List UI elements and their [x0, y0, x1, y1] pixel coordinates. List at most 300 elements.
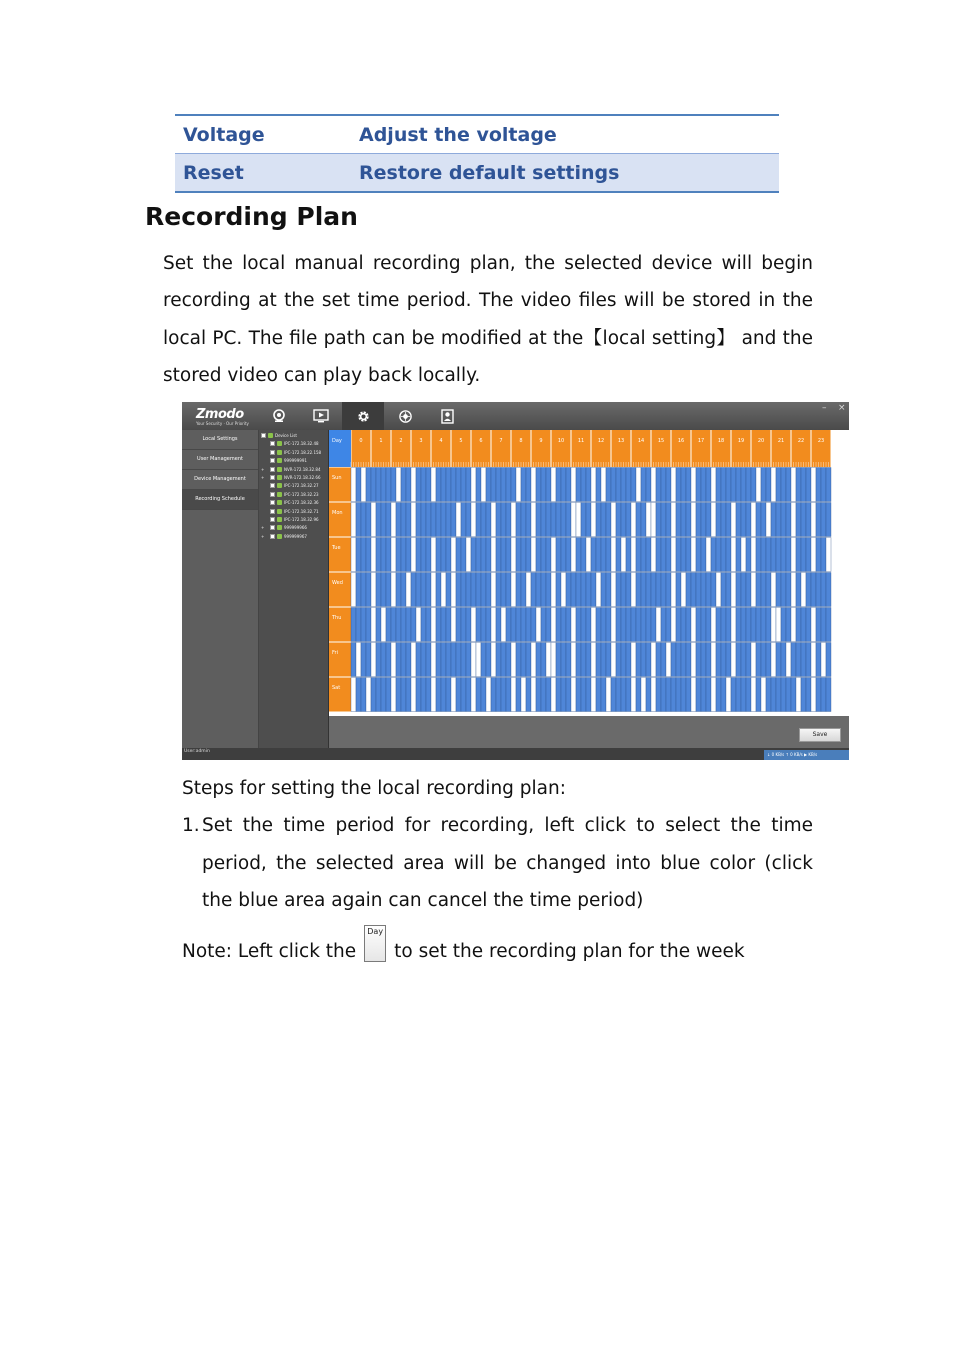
schedule-cell[interactable]	[541, 503, 546, 537]
schedule-cell[interactable]	[786, 608, 791, 642]
schedule-cell[interactable]	[696, 678, 701, 712]
schedule-cell[interactable]	[356, 538, 361, 572]
schedule-cell[interactable]	[671, 608, 676, 642]
schedule-cell[interactable]	[806, 503, 811, 537]
schedule-cell[interactable]	[776, 608, 781, 642]
schedule-cell[interactable]	[771, 608, 776, 642]
schedule-cell[interactable]	[461, 538, 466, 572]
schedule-cell[interactable]	[801, 678, 806, 712]
schedule-cell[interactable]	[386, 643, 391, 677]
schedule-cell[interactable]	[641, 468, 646, 502]
schedule-cell[interactable]	[621, 608, 626, 642]
schedule-cell[interactable]	[561, 643, 566, 677]
schedule-cell[interactable]	[796, 538, 801, 572]
schedule-cell[interactable]	[786, 538, 791, 572]
schedule-cell[interactable]	[801, 468, 806, 502]
schedule-cell[interactable]	[621, 538, 626, 572]
schedule-cell[interactable]	[486, 468, 491, 502]
schedule-cell[interactable]	[791, 643, 796, 677]
schedule-cell[interactable]	[401, 468, 406, 502]
schedule-cell[interactable]	[501, 608, 506, 642]
schedule-cell[interactable]	[566, 608, 571, 642]
schedule-cell[interactable]	[681, 468, 686, 502]
schedule-cell[interactable]	[771, 468, 776, 502]
schedule-cell[interactable]	[716, 643, 721, 677]
schedule-cell[interactable]	[796, 573, 801, 607]
schedule-cell[interactable]	[506, 643, 511, 677]
schedule-cell[interactable]	[801, 538, 806, 572]
schedule-cell[interactable]	[701, 608, 706, 642]
schedule-cell[interactable]	[631, 503, 636, 537]
schedule-cell[interactable]	[446, 608, 451, 642]
schedule-cell[interactable]	[646, 643, 651, 677]
schedule-cell[interactable]	[731, 573, 736, 607]
schedule-cell[interactable]	[376, 538, 381, 572]
schedule-cell[interactable]	[671, 503, 676, 537]
schedule-cell[interactable]	[726, 678, 731, 712]
schedule-cell[interactable]	[446, 468, 451, 502]
schedule-cell[interactable]	[626, 608, 631, 642]
schedule-cell[interactable]	[631, 538, 636, 572]
close-button[interactable]: ×	[838, 403, 846, 413]
schedule-cell[interactable]	[381, 503, 386, 537]
schedule-cell[interactable]	[401, 678, 406, 712]
schedule-cell[interactable]	[356, 608, 361, 642]
schedule-cell[interactable]	[506, 538, 511, 572]
schedule-cell[interactable]	[551, 678, 556, 712]
schedule-cell[interactable]	[706, 573, 711, 607]
schedule-cell[interactable]	[666, 468, 671, 502]
schedule-cell[interactable]	[596, 538, 601, 572]
schedule-cell[interactable]	[681, 573, 686, 607]
schedule-cell[interactable]	[546, 538, 551, 572]
schedule-cell[interactable]	[561, 503, 566, 537]
schedule-cell[interactable]	[766, 538, 771, 572]
schedule-cell[interactable]	[741, 573, 746, 607]
hour-header-cell[interactable]	[632, 430, 651, 467]
schedule-cell[interactable]	[791, 608, 796, 642]
schedule-cell[interactable]	[671, 468, 676, 502]
schedule-cell[interactable]	[726, 503, 731, 537]
schedule-cell[interactable]	[786, 468, 791, 502]
schedule-cell[interactable]	[446, 678, 451, 712]
schedule-cell[interactable]	[716, 678, 721, 712]
schedule-cell[interactable]	[381, 608, 386, 642]
schedule-cell[interactable]	[636, 538, 641, 572]
schedule-cell[interactable]	[411, 678, 416, 712]
schedule-cell[interactable]	[361, 503, 366, 537]
schedule-cell[interactable]	[711, 503, 716, 537]
schedule-cell[interactable]	[471, 503, 476, 537]
schedule-cell[interactable]	[551, 468, 556, 502]
device-tree-item[interactable]	[259, 466, 328, 474]
schedule-cell[interactable]	[701, 503, 706, 537]
schedule-cell[interactable]	[676, 573, 681, 607]
schedule-cell[interactable]	[646, 608, 651, 642]
schedule-cell[interactable]	[636, 468, 641, 502]
device-tree-item[interactable]	[259, 524, 328, 532]
schedule-cell[interactable]	[561, 468, 566, 502]
schedule-cell[interactable]	[751, 643, 756, 677]
schedule-cell[interactable]	[681, 608, 686, 642]
schedule-cell[interactable]	[531, 538, 536, 572]
schedule-cell[interactable]	[816, 643, 821, 677]
schedule-cell[interactable]	[481, 643, 486, 677]
schedule-cell[interactable]	[721, 678, 726, 712]
schedule-cell[interactable]	[576, 468, 581, 502]
schedule-cell[interactable]	[431, 678, 436, 712]
schedule-cell[interactable]	[361, 573, 366, 607]
schedule-cell[interactable]	[766, 573, 771, 607]
schedule-cell[interactable]	[361, 678, 366, 712]
schedule-cell[interactable]	[426, 573, 431, 607]
schedule-cell[interactable]	[391, 678, 396, 712]
schedule-cell[interactable]	[381, 573, 386, 607]
schedule-cell[interactable]	[466, 468, 471, 502]
schedule-cell[interactable]	[516, 678, 521, 712]
schedule-cell[interactable]	[416, 573, 421, 607]
schedule-cell[interactable]	[611, 643, 616, 677]
schedule-cell[interactable]	[436, 538, 441, 572]
schedule-cell[interactable]	[826, 678, 831, 712]
schedule-cell[interactable]	[786, 678, 791, 712]
schedule-cell[interactable]	[371, 643, 376, 677]
schedule-cell[interactable]	[671, 573, 676, 607]
schedule-cell[interactable]	[416, 503, 421, 537]
schedule-cell[interactable]	[406, 643, 411, 677]
schedule-cell[interactable]	[756, 573, 761, 607]
schedule-cell[interactable]	[811, 468, 816, 502]
hour-header-cell[interactable]	[572, 430, 591, 467]
schedule-cell[interactable]	[781, 643, 786, 677]
schedule-cell[interactable]	[811, 538, 816, 572]
schedule-cell[interactable]	[461, 678, 466, 712]
schedule-cell[interactable]	[796, 678, 801, 712]
schedule-cell[interactable]	[651, 643, 656, 677]
schedule-cell[interactable]	[606, 538, 611, 572]
expand-icon[interactable]: +	[261, 474, 265, 480]
schedule-cell[interactable]	[821, 643, 826, 677]
schedule-cell[interactable]	[376, 503, 381, 537]
schedule-cell[interactable]	[816, 538, 821, 572]
hour-header-cell[interactable]	[592, 430, 611, 467]
schedule-cell[interactable]	[721, 573, 726, 607]
schedule-cell[interactable]	[716, 468, 721, 502]
hour-header-cell[interactable]	[412, 430, 431, 467]
day-row-header[interactable]	[329, 503, 351, 537]
schedule-cell[interactable]	[816, 468, 821, 502]
schedule-cell[interactable]	[791, 503, 796, 537]
schedule-cell[interactable]	[681, 503, 686, 537]
schedule-cell[interactable]	[466, 538, 471, 572]
schedule-cell[interactable]	[401, 538, 406, 572]
schedule-cell[interactable]	[546, 608, 551, 642]
schedule-cell[interactable]	[426, 468, 431, 502]
schedule-cell[interactable]	[626, 503, 631, 537]
schedule-cell[interactable]	[396, 608, 401, 642]
schedule-cell[interactable]	[571, 468, 576, 502]
schedule-cell[interactable]	[461, 468, 466, 502]
schedule-cell[interactable]	[381, 538, 386, 572]
schedule-cell[interactable]	[416, 468, 421, 502]
schedule-cell[interactable]	[631, 573, 636, 607]
schedule-cell[interactable]	[581, 643, 586, 677]
schedule-cell[interactable]	[396, 678, 401, 712]
schedule-cell[interactable]	[656, 678, 661, 712]
schedule-cell[interactable]	[491, 608, 496, 642]
schedule-cell[interactable]	[591, 573, 596, 607]
schedule-cell[interactable]	[396, 538, 401, 572]
schedule-cell[interactable]	[746, 503, 751, 537]
schedule-cell[interactable]	[586, 468, 591, 502]
schedule-cell[interactable]	[541, 643, 546, 677]
schedule-cell[interactable]	[641, 538, 646, 572]
schedule-cell[interactable]	[516, 573, 521, 607]
schedule-cell[interactable]	[441, 608, 446, 642]
schedule-cell[interactable]	[826, 573, 831, 607]
schedule-cell[interactable]	[646, 678, 651, 712]
schedule-cell[interactable]	[821, 678, 826, 712]
device-checkbox[interactable]	[270, 458, 275, 463]
schedule-cell[interactable]	[686, 468, 691, 502]
schedule-cell[interactable]	[616, 538, 621, 572]
schedule-cell[interactable]	[366, 573, 371, 607]
device-tree-item[interactable]	[259, 440, 328, 448]
schedule-cell[interactable]	[676, 643, 681, 677]
schedule-cell[interactable]	[411, 468, 416, 502]
schedule-cell[interactable]	[676, 503, 681, 537]
schedule-cell[interactable]	[616, 643, 621, 677]
schedule-cell[interactable]	[686, 608, 691, 642]
expand-icon[interactable]: +	[261, 525, 265, 531]
schedule-cell[interactable]	[751, 503, 756, 537]
schedule-cell[interactable]	[611, 468, 616, 502]
day-corner-button[interactable]	[329, 430, 351, 467]
device-checkbox[interactable]	[270, 517, 275, 522]
schedule-cell[interactable]	[696, 468, 701, 502]
sidebar-item-user-management[interactable]: User Management	[182, 450, 258, 470]
schedule-cell[interactable]	[776, 468, 781, 502]
hour-header-cell[interactable]	[512, 430, 531, 467]
schedule-cell[interactable]	[656, 573, 661, 607]
schedule-cell[interactable]	[806, 643, 811, 677]
schedule-cell[interactable]	[441, 643, 446, 677]
schedule-cell[interactable]	[661, 538, 666, 572]
schedule-cell[interactable]	[656, 643, 661, 677]
schedule-cell[interactable]	[531, 678, 536, 712]
schedule-cell[interactable]	[746, 468, 751, 502]
schedule-cell[interactable]	[711, 678, 716, 712]
hour-header-cell[interactable]	[432, 430, 451, 467]
schedule-cell[interactable]	[696, 608, 701, 642]
schedule-cell[interactable]	[711, 643, 716, 677]
schedule-cell[interactable]	[476, 503, 481, 537]
schedule-cell[interactable]	[621, 468, 626, 502]
schedule-cell[interactable]	[576, 503, 581, 537]
schedule-cell[interactable]	[601, 503, 606, 537]
schedule-cell[interactable]	[601, 608, 606, 642]
schedule-cell[interactable]	[526, 573, 531, 607]
schedule-cell[interactable]	[626, 468, 631, 502]
schedule-cell[interactable]	[411, 503, 416, 537]
schedule-cell[interactable]	[636, 643, 641, 677]
device-checkbox[interactable]	[270, 467, 275, 472]
schedule-cell[interactable]	[671, 538, 676, 572]
schedule-cell[interactable]	[526, 503, 531, 537]
schedule-cell[interactable]	[741, 643, 746, 677]
schedule-cell[interactable]	[641, 608, 646, 642]
schedule-cell[interactable]	[566, 503, 571, 537]
schedule-cell[interactable]	[681, 538, 686, 572]
schedule-cell[interactable]	[431, 503, 436, 537]
schedule-cell[interactable]	[421, 678, 426, 712]
schedule-cell[interactable]	[821, 468, 826, 502]
schedule-cell[interactable]	[471, 643, 476, 677]
device-tree-item[interactable]	[259, 508, 328, 516]
schedule-cell[interactable]	[826, 538, 831, 572]
schedule-cell[interactable]	[531, 608, 536, 642]
schedule-cell[interactable]	[756, 608, 761, 642]
schedule-cell[interactable]	[626, 643, 631, 677]
schedule-cell[interactable]	[741, 468, 746, 502]
schedule-cell[interactable]	[456, 503, 461, 537]
schedule-cell[interactable]	[706, 608, 711, 642]
schedule-cell[interactable]	[521, 608, 526, 642]
schedule-cell[interactable]	[401, 643, 406, 677]
schedule-cell[interactable]	[806, 608, 811, 642]
schedule-cell[interactable]	[746, 643, 751, 677]
schedule-cell[interactable]	[406, 468, 411, 502]
schedule-cell[interactable]	[386, 538, 391, 572]
schedule-cell[interactable]	[436, 468, 441, 502]
schedule-cell[interactable]	[596, 608, 601, 642]
schedule-cell[interactable]	[616, 503, 621, 537]
schedule-cell[interactable]	[536, 643, 541, 677]
schedule-cell[interactable]	[476, 678, 481, 712]
schedule-cell[interactable]	[691, 678, 696, 712]
schedule-cell[interactable]	[826, 503, 831, 537]
schedule-cell[interactable]	[561, 608, 566, 642]
schedule-cell[interactable]	[521, 538, 526, 572]
schedule-cell[interactable]	[811, 608, 816, 642]
schedule-cell[interactable]	[721, 643, 726, 677]
schedule-cell[interactable]	[551, 538, 556, 572]
schedule-cell[interactable]	[491, 678, 496, 712]
schedule-cell[interactable]	[581, 573, 586, 607]
schedule-cell[interactable]	[491, 538, 496, 572]
schedule-cell[interactable]	[466, 643, 471, 677]
device-tree-item[interactable]	[259, 533, 328, 541]
schedule-cell[interactable]	[736, 468, 741, 502]
device-tree-item[interactable]	[259, 474, 328, 482]
schedule-cell[interactable]	[716, 503, 721, 537]
schedule-cell[interactable]	[696, 538, 701, 572]
schedule-cell[interactable]	[416, 643, 421, 677]
sidebar-item-local-settings[interactable]: Local Settings	[182, 430, 258, 450]
schedule-cell[interactable]	[691, 468, 696, 502]
schedule-cell[interactable]	[481, 468, 486, 502]
schedule-cell[interactable]	[501, 643, 506, 677]
schedule-cell[interactable]	[736, 608, 741, 642]
schedule-cell[interactable]	[586, 678, 591, 712]
schedule-cell[interactable]	[421, 503, 426, 537]
schedule-cell[interactable]	[666, 573, 671, 607]
schedule-cell[interactable]	[461, 503, 466, 537]
schedule-cell[interactable]	[531, 643, 536, 677]
day-row-header[interactable]	[329, 573, 351, 607]
schedule-cell[interactable]	[476, 468, 481, 502]
schedule-cell[interactable]	[351, 468, 356, 502]
schedule-cell[interactable]	[451, 608, 456, 642]
schedule-cell[interactable]	[366, 608, 371, 642]
schedule-cell[interactable]	[741, 608, 746, 642]
schedule-cell[interactable]	[436, 678, 441, 712]
schedule-cell[interactable]	[676, 538, 681, 572]
schedule-cell[interactable]	[806, 468, 811, 502]
schedule-cell[interactable]	[586, 573, 591, 607]
schedule-cell[interactable]	[396, 503, 401, 537]
schedule-cell[interactable]	[771, 573, 776, 607]
hour-header-cell[interactable]	[392, 430, 411, 467]
sidebar-item-device-management[interactable]: Device Management	[182, 470, 258, 490]
schedule-cell[interactable]	[456, 608, 461, 642]
schedule-cell[interactable]	[601, 643, 606, 677]
schedule-cell[interactable]	[436, 643, 441, 677]
schedule-cell[interactable]	[616, 678, 621, 712]
schedule-cell[interactable]	[651, 538, 656, 572]
schedule-cell[interactable]	[536, 538, 541, 572]
schedule-cell[interactable]	[441, 468, 446, 502]
schedule-cell[interactable]	[746, 678, 751, 712]
schedule-cell[interactable]	[461, 608, 466, 642]
hour-header-cell[interactable]	[752, 430, 771, 467]
schedule-cell[interactable]	[516, 608, 521, 642]
schedule-cell[interactable]	[726, 608, 731, 642]
expand-icon[interactable]: +	[261, 533, 265, 539]
schedule-cell[interactable]	[366, 643, 371, 677]
hour-header-cell[interactable]	[692, 430, 711, 467]
schedule-cell[interactable]	[366, 468, 371, 502]
schedule-cell[interactable]	[776, 538, 781, 572]
schedule-cell[interactable]	[761, 503, 766, 537]
schedule-cell[interactable]	[561, 573, 566, 607]
schedule-cell[interactable]	[671, 678, 676, 712]
schedule-cell[interactable]	[781, 538, 786, 572]
schedule-cell[interactable]	[756, 538, 761, 572]
schedule-cell[interactable]	[761, 678, 766, 712]
schedule-cell[interactable]	[366, 678, 371, 712]
schedule-cell[interactable]	[396, 643, 401, 677]
schedule-cell[interactable]	[641, 678, 646, 712]
schedule-cell[interactable]	[611, 503, 616, 537]
schedule-cell[interactable]	[431, 538, 436, 572]
schedule-cell[interactable]	[686, 538, 691, 572]
schedule-cell[interactable]	[591, 608, 596, 642]
schedule-cell[interactable]	[566, 468, 571, 502]
schedule-cell[interactable]	[421, 573, 426, 607]
schedule-cell[interactable]	[741, 538, 746, 572]
schedule-cell[interactable]	[611, 538, 616, 572]
schedule-cell[interactable]	[686, 643, 691, 677]
schedule-cell[interactable]	[586, 538, 591, 572]
schedule-cell[interactable]	[561, 538, 566, 572]
schedule-cell[interactable]	[491, 573, 496, 607]
hour-header-cell[interactable]	[652, 430, 671, 467]
device-tree-item[interactable]	[259, 499, 328, 507]
schedule-cell[interactable]	[721, 468, 726, 502]
device-checkbox[interactable]	[270, 525, 275, 530]
schedule-cell[interactable]	[756, 678, 761, 712]
